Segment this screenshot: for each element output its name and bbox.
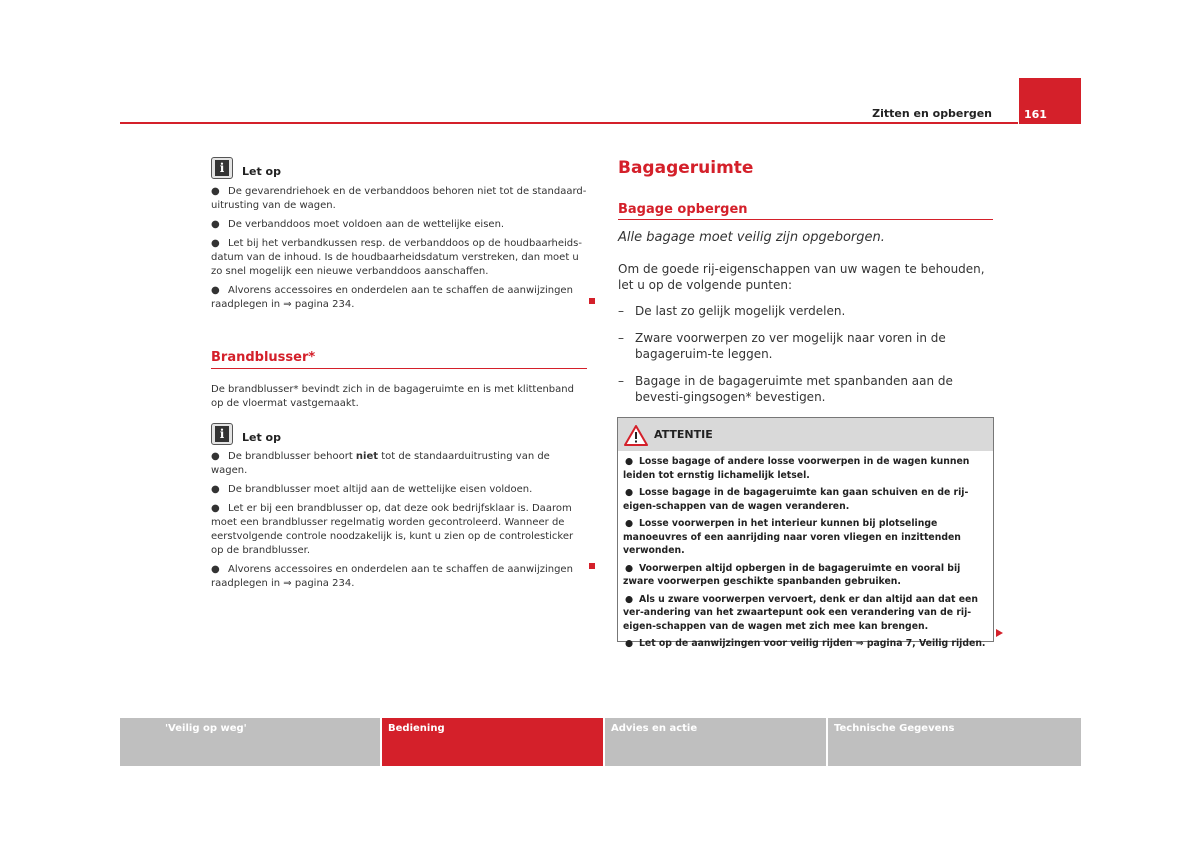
note-block-2: [211, 423, 587, 596]
heading-rule: [211, 368, 587, 369]
header-rule: [120, 122, 1018, 124]
page-heading: Bagageruimte: [618, 158, 754, 178]
note-title: Let op: [242, 165, 281, 178]
list-item: ● Let bij het verbandkussen resp. de verbanddoos op de houdbaarheids-datum van de inhoud. Is de houdbaarheidsdatum verstreken, dan moet u zo snel mogelijk een nieuwe verbanddoos aanschaffen.: [211, 238, 582, 277]
tab-veilig-op-weg[interactable]: 'Veilig op weg': [120, 718, 380, 766]
list-item: – Bagage in de bagageruimte met spanbanden aan de bevesti-gingsogen* bevestigen.: [618, 374, 953, 404]
heading-rule: [618, 219, 993, 220]
subheading: Bagage opbergen: [618, 202, 748, 217]
tab-advies-en-actie[interactable]: Advies en actie: [605, 718, 826, 766]
list-item: ● Alvorens accessoires en onderdelen aan te schaffen de aanwijzingen raadplegen in ⇒ pagina 234.: [211, 564, 573, 589]
continue-arrow-icon: [996, 629, 1003, 637]
warning-box: [617, 417, 994, 649]
warning-item: ● Als u zware voorwerpen vervoert, denk er dan altijd aan dat een ver-andering van het zwaartepunt ook een verandering van de rij-eigen-schappen van de wagen met zich mee kan brengen.: [623, 593, 978, 632]
info-icon: i: [211, 423, 233, 445]
warning-title: ATTENTIE: [654, 428, 713, 441]
list-item: ● De verbanddoos moet voldoen aan de wettelijke eisen.: [211, 219, 505, 230]
warning-item: ● Losse bagage in de bagageruimte kan gaan schuiven en de rij-eigen-schappen van de wagen veranderen.: [623, 487, 969, 512]
list-item: ● Alvorens accessoires en onderdelen aan te schaffen de aanwijzingen raadplegen in ⇒ pagina 234.: [211, 285, 573, 310]
brandblusser-text: De brandblusser* bevindt zich in de bagageruimte en is met klittenband op de vloermat vastgemaakt.: [211, 384, 574, 409]
tab-bediening[interactable]: Bediening: [382, 718, 603, 766]
warning-item: ● Losse bagage of andere losse voorwerpen in de wagen kunnen leiden tot ernstig lichamelijk letsel.: [623, 456, 970, 481]
warning-item: ● Losse voorwerpen in het interieur kunnen bij plotselinge manoeuvres of een aanrijding naar voren vliegen en inzittenden verwonden.: [623, 518, 961, 556]
intro-text: Alle bagage moet veilig zijn opgeborgen.: [618, 230, 885, 245]
section-title: Zitten en opbergen: [872, 107, 992, 120]
brandblusser-heading: Brandblusser*: [211, 350, 316, 365]
intro-paragraph: Om de goede rij-eigenschappen van uw wagen te behouden, let u op de volgende punten:: [618, 262, 985, 292]
note-block-1: [211, 157, 587, 317]
note-title: Let op: [242, 431, 281, 444]
section-end-marker: [589, 298, 595, 304]
info-icon: i: [211, 157, 233, 179]
list-item: – De last zo gelijk mogelijk verdelen.: [618, 304, 846, 318]
warning-header: [618, 418, 993, 451]
list-item: – Zware voorwerpen zo ver mogelijk naar voren in de bagageruim-te leggen.: [618, 331, 946, 361]
warning-item: ● Let op de aanwijzingen voor veilig rijden ⇒ pagina 7, Veilig rijden.: [625, 638, 986, 649]
warning-item: ● Voorwerpen altijd opbergen in de bagageruimte en vooral bij zware voorwerpen geschikte spanbanden gebruiken.: [623, 562, 961, 587]
section-end-marker: [589, 563, 595, 569]
page-number: 161: [1019, 78, 1081, 124]
tab-technische-gegevens[interactable]: Technische Gegevens: [828, 718, 1081, 766]
list-item: ● De gevarendriehoek en de verbanddoos behoren niet tot de standaard-uitrusting van de wagen.: [211, 186, 587, 211]
warning-triangle-icon: [624, 424, 648, 446]
list-item: ● De brandblusser moet altijd aan de wettelijke eisen voldoen.: [211, 484, 533, 495]
dash-list: [618, 303, 993, 416]
list-item: ● De brandblusser behoort niet tot de standaarduitrusting van de wagen.: [211, 451, 550, 476]
list-item: ● Let er bij een brandblusser op, dat deze ook bedrijfsklaar is. Daarom moet een brandblusser regelmatig worden gecontroleerd. Wanneer de eerstvolgende controle noodzakelijk is, kunt u zien op de controlesticker op de brandblusser.: [211, 503, 574, 556]
